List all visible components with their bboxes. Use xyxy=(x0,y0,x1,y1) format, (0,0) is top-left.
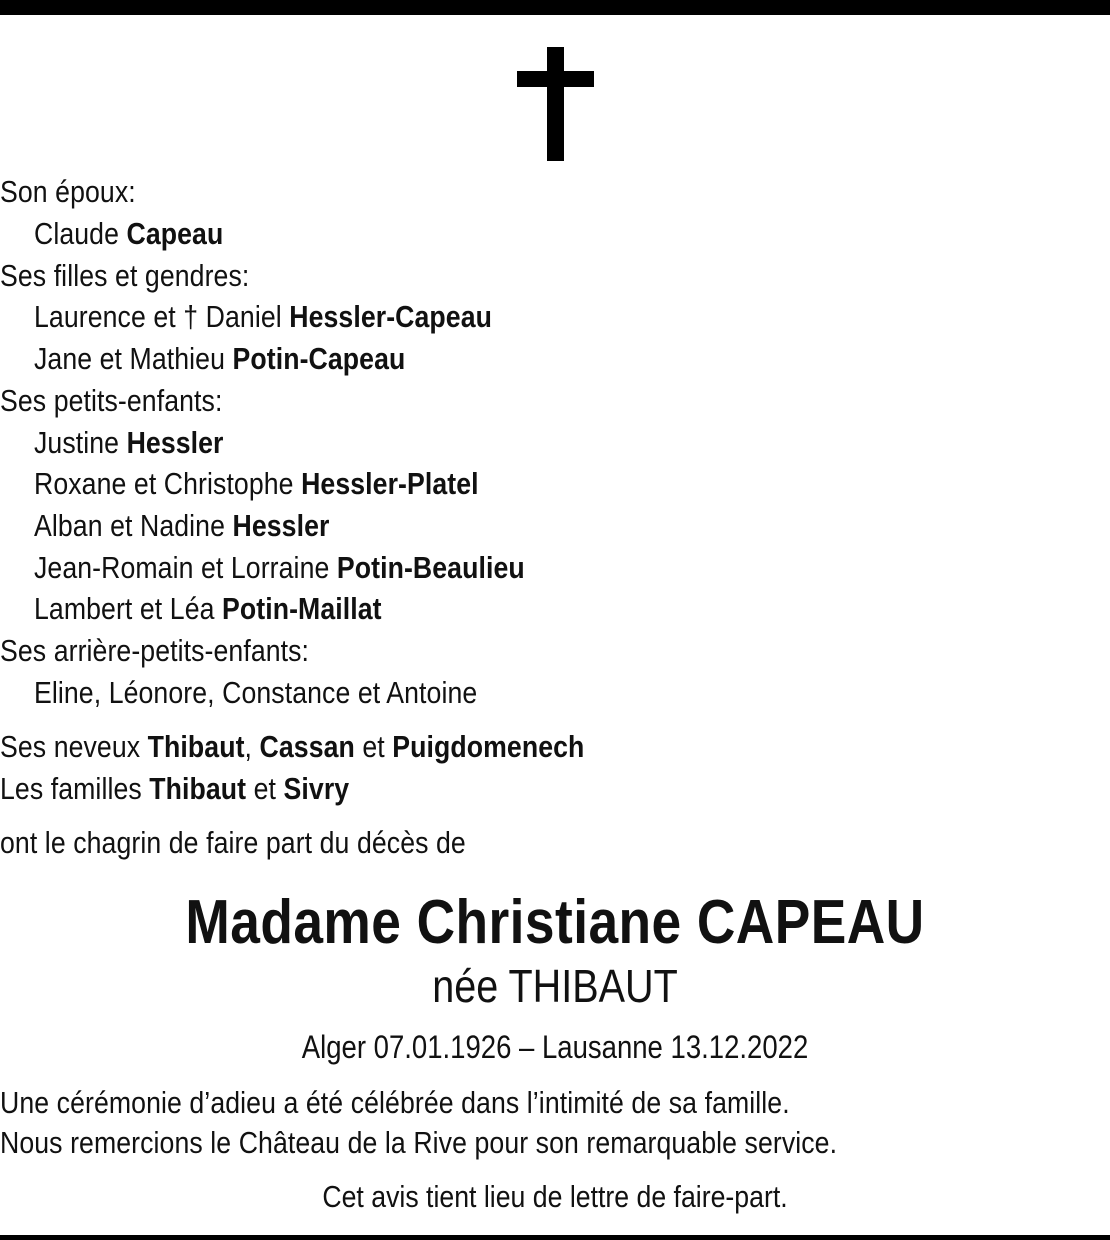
member-surname: Capeau xyxy=(126,216,224,251)
family-member-line xyxy=(34,338,405,380)
family-label-text: Son époux: xyxy=(0,174,136,209)
member-given-names: Jean-Romain et Lorraine xyxy=(34,550,337,585)
nephews-surname: Thibaut xyxy=(147,729,245,764)
member-given-names: Alban et Nadine xyxy=(34,508,233,543)
family-member-line xyxy=(34,422,224,464)
family-label-spouse xyxy=(0,171,136,213)
cross-horizontal-bar xyxy=(517,71,594,87)
member-given-names: Claude xyxy=(34,216,127,251)
deceased-maiden-name: née THIBAUT xyxy=(432,960,678,1012)
nephews-prefix: Ses neveux xyxy=(0,729,148,764)
member-surname: Hessler-Platel xyxy=(301,466,479,501)
family-label-daughters xyxy=(0,255,249,297)
deceased-name: Madame Christiane CAPEAU xyxy=(185,888,925,957)
announcement-sentence: ont le chagrin de faire part du décès de xyxy=(0,825,466,860)
ceremony-line-1 xyxy=(0,1082,790,1124)
deceased-dates: Alger 07.01.1926 – Lausanne 13.12.2022 xyxy=(301,1029,809,1065)
member-given-names: Lambert et Léa xyxy=(34,591,223,626)
family-label-text: Ses filles et gendres: xyxy=(0,258,250,293)
member-surname: Potin-Beaulieu xyxy=(336,550,525,585)
latin-cross-icon xyxy=(517,47,594,161)
families-prefix: Les familles xyxy=(0,771,150,806)
family-label-text: Ses arrière-petits-enfants: xyxy=(0,633,310,668)
member-given-names: Roxane et Christophe xyxy=(34,466,302,501)
member-given-names: Jane et Mathieu xyxy=(34,341,233,376)
family-member-line xyxy=(34,672,477,714)
member-surname: Hessler xyxy=(126,425,224,460)
nephews-surname: Puigdomenech xyxy=(392,729,585,764)
family-member-line xyxy=(34,213,223,255)
separator: , xyxy=(244,729,260,764)
conjunction: et xyxy=(246,771,284,806)
member-given-names: Justine xyxy=(34,425,127,460)
top-border-rule xyxy=(0,0,1110,15)
cross-vertical-bar xyxy=(547,47,564,161)
nephews-line xyxy=(0,726,584,768)
family-label-text: Ses petits-enfants: xyxy=(0,383,223,418)
families-line xyxy=(0,768,349,810)
family-member-line xyxy=(34,547,525,589)
conjunction: et xyxy=(354,729,393,764)
closing-note: Cet avis tient lieu de lettre de faire-part. xyxy=(322,1179,788,1214)
member-surname: Hessler xyxy=(232,508,330,543)
ceremony-line-2 xyxy=(0,1122,837,1164)
family-label-great-grandchildren xyxy=(0,630,309,672)
family-member-line xyxy=(34,505,329,547)
families-surname: Thibaut xyxy=(149,771,247,806)
member-given-names: Laurence et † Daniel xyxy=(34,299,290,334)
member-surname: Potin-Maillat xyxy=(222,591,382,626)
announcement-text xyxy=(0,822,466,864)
ceremony-text: Une cérémonie d’adieu a été célébrée dans l’intimité de sa famille. xyxy=(0,1085,790,1120)
member-given-names: Eline, Léonore, Constance et Antoine xyxy=(34,675,478,710)
ceremony-text: Nous remercions le Château de la Rive pour son remarquable service. xyxy=(0,1125,838,1160)
member-surname: Hessler-Capeau xyxy=(289,299,492,334)
family-member-line xyxy=(34,296,492,338)
nephews-surname: Cassan xyxy=(259,729,355,764)
family-member-line xyxy=(34,463,479,505)
families-surname: Sivry xyxy=(283,771,350,806)
bottom-border-rule xyxy=(0,1235,1110,1240)
member-surname: Potin-Capeau xyxy=(232,341,406,376)
family-label-grandchildren xyxy=(0,380,222,422)
family-member-line xyxy=(34,588,382,630)
